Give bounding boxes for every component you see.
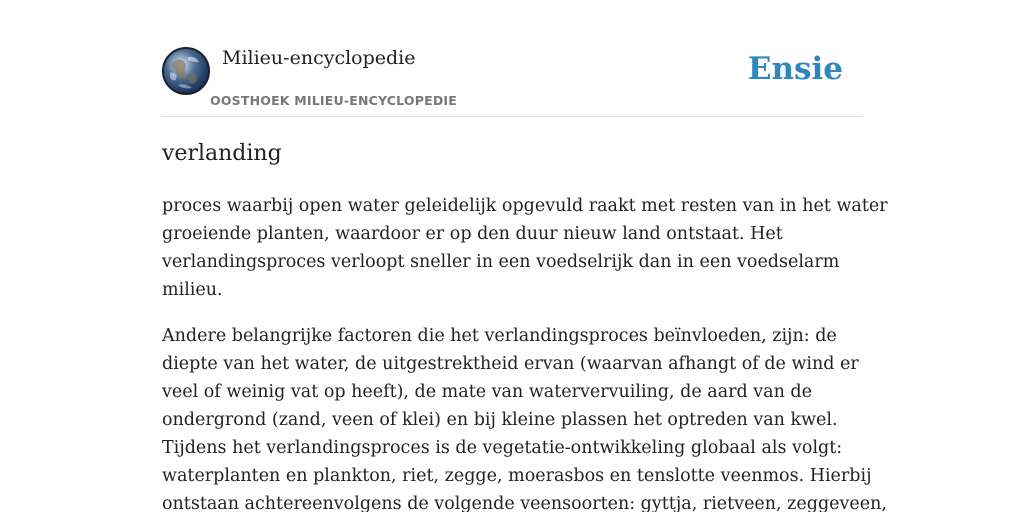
paragraph [162, 322, 887, 512]
article-title: verlanding [162, 141, 282, 166]
site-subtitle: OOSTHOEK MILIEU-ENCYCLOPEDIE [210, 93, 457, 108]
earth-globe-icon[interactable] [162, 47, 210, 95]
text-line: groeiende planten, waardoor er op den duur nieuw land ontstaat. Het [162, 224, 783, 244]
text-line: milieu. [162, 280, 223, 300]
text-line: diepte van het water, de uitgestrektheid ervan (waarvan afhangt of de wind er [162, 354, 859, 374]
text-line: ondergrond (zand, veen of klei) en bij kleine plassen het optreden van kwel. [162, 410, 838, 430]
text-line: waterplanten en plankton, riet, zegge, moerasbos en tenslotte veenmos. Hierbij [162, 466, 872, 486]
text-line: veel of weinig vat op heeft), de mate van watervervuiling, de aard van de [162, 382, 812, 402]
site-header [162, 46, 862, 117]
site-name[interactable]: Milieu-encyclopedie [222, 47, 416, 69]
article-body [162, 192, 888, 512]
text-line: ontstaan achtereenvolgens de volgende veensoorten: gyttja, rietveen, zeggeveen, [162, 494, 887, 512]
text-line: proces waarbij open water geleidelijk opgevuld raakt met resten van in het water [162, 196, 888, 216]
text-line: verlandingsproces verloopt sneller in een voedselrijk dan in een voedselarm [162, 252, 840, 272]
brand-logo[interactable]: Ensie [747, 51, 843, 87]
paragraph [162, 192, 888, 304]
text-line: Andere belangrijke factoren die het verlandingsproces beïnvloeden, zijn: de [162, 326, 837, 346]
text-line: Tijdens het verlandingsproces is de vegetatie-ontwikkeling globaal als volgt: [162, 438, 843, 458]
